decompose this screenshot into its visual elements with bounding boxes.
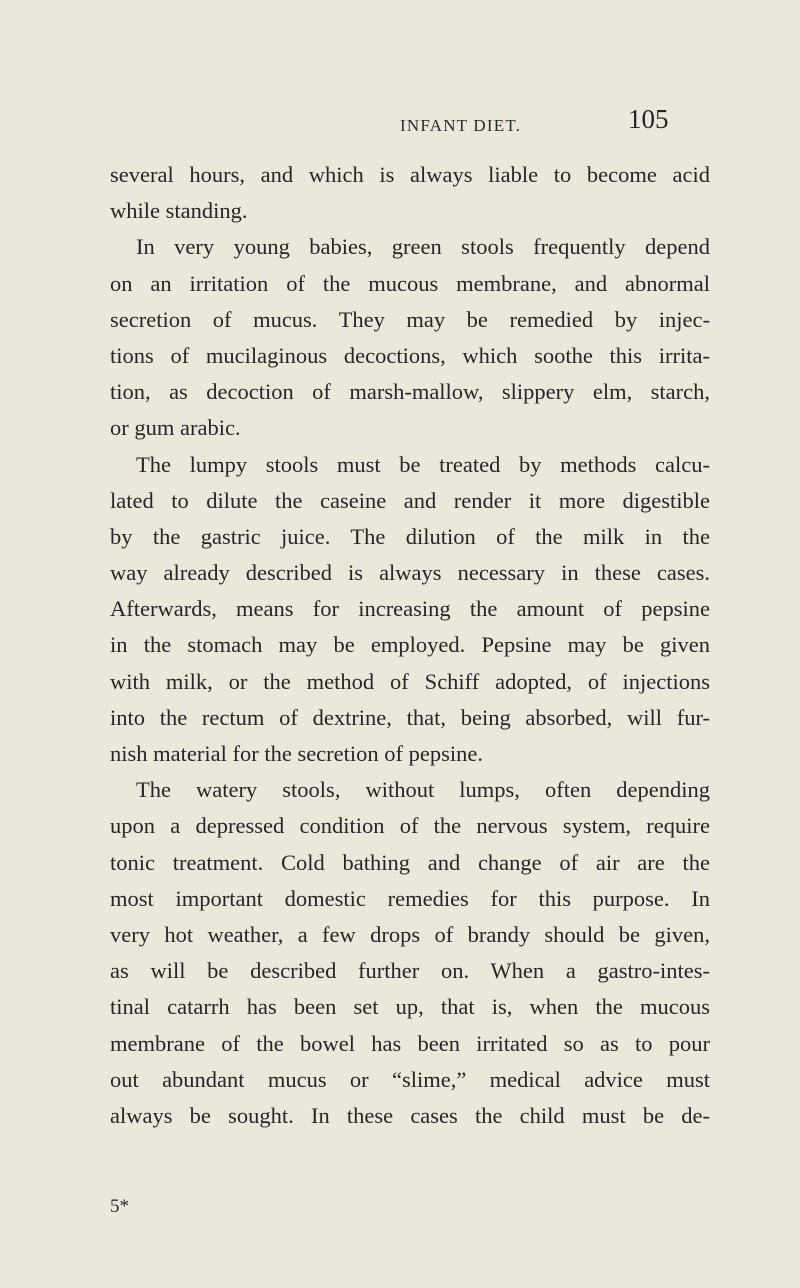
text-line: Afterwards, means for increasing the amount of pepsine <box>110 596 710 622</box>
text-line: on an irritation of the mucous membrane, and abnormal <box>110 270 710 296</box>
text-line: nish material for the secretion of pepsine. <box>110 741 483 766</box>
text-line: out abundant mucus or “slime,” medical advice must <box>110 1066 710 1092</box>
text-line: into the rectum of dextrine, that, being absorbed, will fur- <box>110 704 710 730</box>
text-line: or gum arabic. <box>110 415 241 441</box>
signature-mark: 5* <box>110 1196 129 1217</box>
text-line: way already described is always necessary in these cases. <box>110 560 710 586</box>
running-head <box>0 104 800 144</box>
text-line: lated to dilute the caseine and render it more digestible <box>110 487 710 513</box>
text-line: most important domestic remedies for this purpose. In <box>110 885 710 911</box>
text-line: very hot weather, a few drops of brandy should be given, <box>110 921 710 947</box>
text-line: with milk, or the method of Schiff adopted, of injections <box>110 668 710 694</box>
text-line: always be sought. In these cases the child must be de- <box>110 1102 710 1128</box>
text-line: secretion of mucus. They may be remedied by injec- <box>110 306 710 332</box>
body-text <box>110 157 710 1134</box>
text-line: as will be described further on. When a gastro-intes- <box>110 958 710 984</box>
running-title: INFANT DIET. <box>400 116 522 135</box>
text-line: several hours, and which is always liable to become acid <box>110 162 710 187</box>
page-number: 105 <box>628 104 669 134</box>
text-line: tinal catarrh has been set up, that is, when the mucous <box>110 994 710 1020</box>
text-line: membrane of the bowel has been irritated so as to pour <box>110 1030 710 1056</box>
text-line: upon a depressed condition of the nervous system, require <box>110 813 710 839</box>
text-line: while standing. <box>110 198 248 224</box>
paragraph-start-line: The lumpy stools must be treated by methods calcu- <box>136 451 710 477</box>
text-line: tions of mucilaginous decoctions, which soothe this irrita- <box>110 342 710 368</box>
paragraph-start-line: In very young babies, green stools frequently depend <box>136 234 710 260</box>
paragraph-start-line: The watery stools, without lumps, often depending <box>136 777 710 803</box>
text-line: tion, as decoction of marsh-mallow, slippery elm, starch, <box>110 379 710 405</box>
text-line: tonic treatment. Cold bathing and change of air are the <box>110 849 710 875</box>
text-line: by the gastric juice. The dilution of the milk in the <box>110 523 710 549</box>
text-line: in the stomach may be employed. Pepsine may be given <box>110 632 710 658</box>
